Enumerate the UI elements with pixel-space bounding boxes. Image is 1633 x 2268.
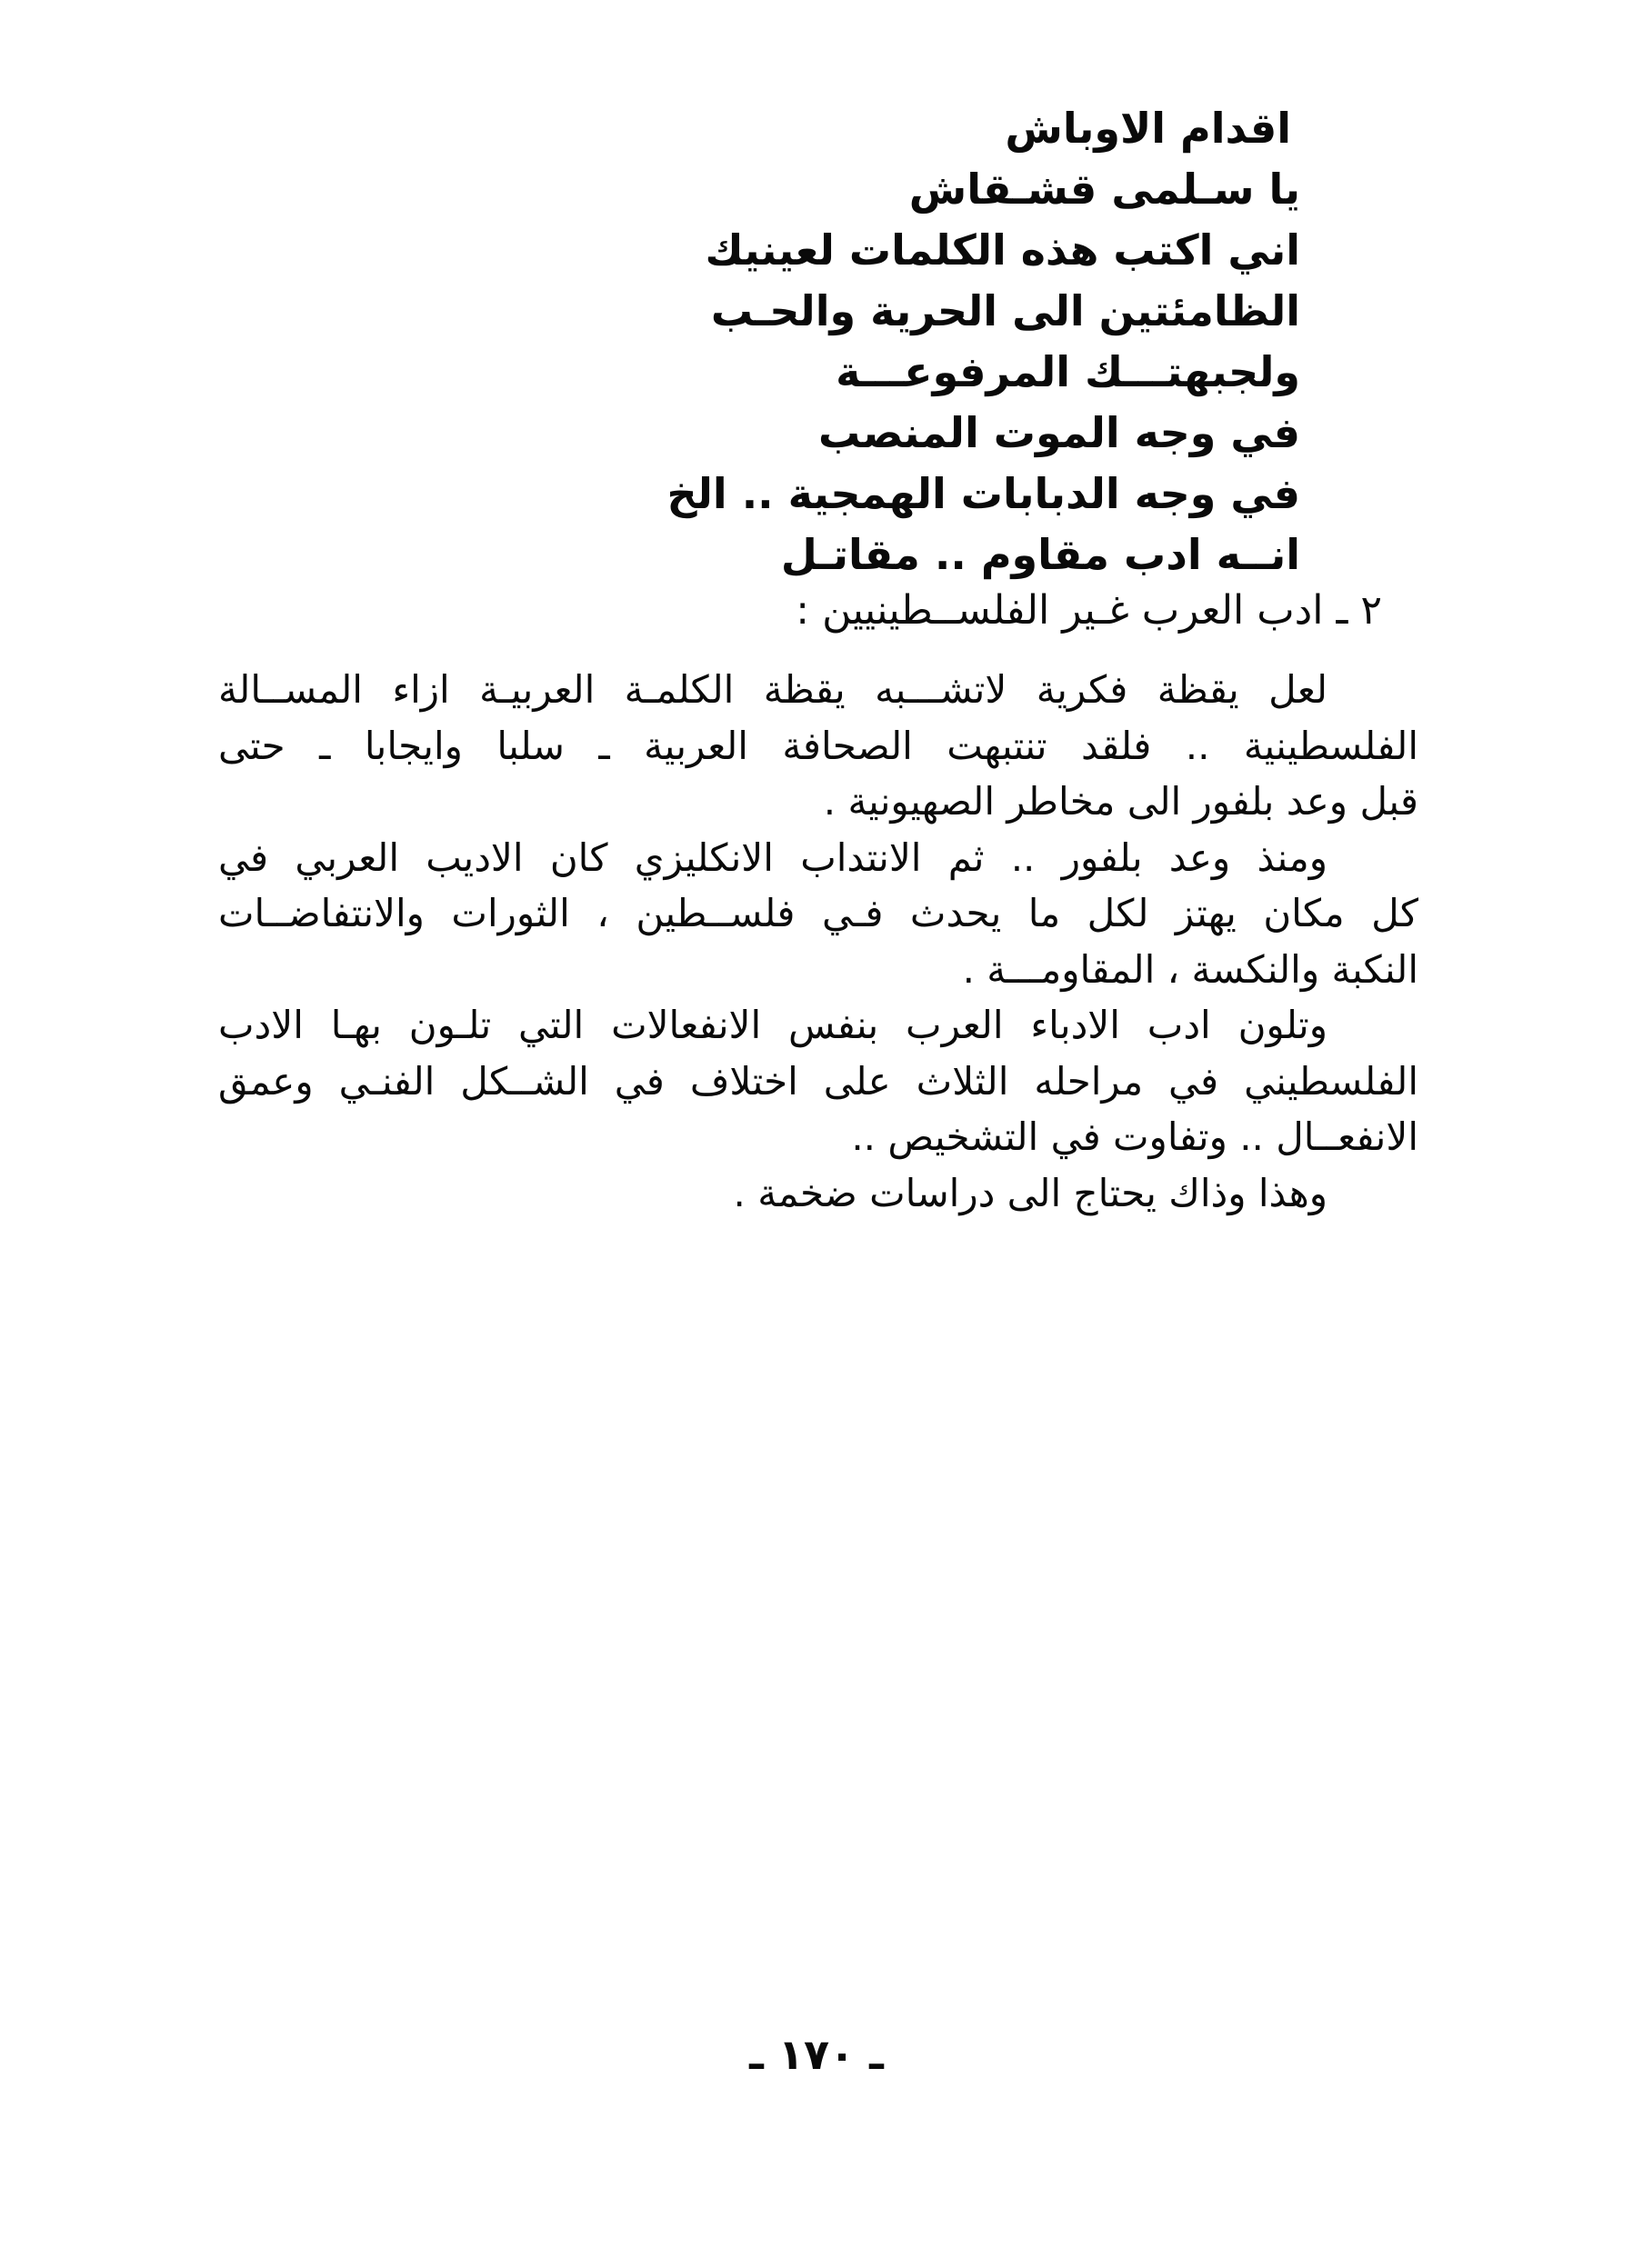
paragraph-line: وهذا وذاك يحتاج الى دراسات ضخمة . xyxy=(733,1170,1327,1215)
paragraph xyxy=(218,997,1418,1165)
poem-line: اني اكتب هذه الكلمات لعينيك xyxy=(705,225,1300,275)
page-number: ـ ١٧٠ ـ xyxy=(749,2030,884,2079)
poem-line: ولجبهتـــك المرفوعـــة xyxy=(836,347,1300,396)
paragraph-line: ومنذ وعد بلفور .. ثم الانتداب الانكليزي كان الاديب العربي في xyxy=(218,834,1327,880)
paragraph-line: الانفعــال .. وتفاوت في التشخيص .. xyxy=(851,1114,1418,1159)
paragraph xyxy=(218,830,1418,998)
paragraph-line: الفلسطينية .. فلقد تنتبهت الصحافة العربية ـ سلبا وايجابا ـ حتى xyxy=(218,723,1418,768)
paragraph-line: وتلون ادب الادباء العرب بنفس الانفعالات التي تلـون بهـا الادب xyxy=(218,1003,1327,1047)
poem-line: الظامئتين الى الحرية والحـب xyxy=(710,286,1300,335)
paragraph-line: قبل وعد بلفور الى مخاطر الصهيونية . xyxy=(823,779,1418,824)
poem-line: في وجه الموت المنصب xyxy=(818,408,1300,457)
paragraph xyxy=(218,1165,1418,1222)
poem-line: اقدام الاوباش xyxy=(1005,104,1291,153)
poem-block xyxy=(636,98,1300,585)
paragraph-line: النكبة والنكسة ، المقاومـــة . xyxy=(962,946,1418,992)
paragraph-line: لعل يقظة فكرية لاتشـــبه يقظة الكلمـة العربيـة ازاء المســالة xyxy=(218,667,1327,712)
section-heading: ٢ ـ ادب العرب غـير الفلســطينيين : xyxy=(796,587,1382,634)
poem-line: يا سـلمى قشـقاش xyxy=(908,165,1300,214)
prose-body xyxy=(218,662,1418,1221)
poem-line: في وجه الدبابات الهمجية .. الخ xyxy=(666,469,1300,518)
paragraph-line: الفلسطيني في مراحله الثلاث على اختلاف في الشــكل الفنـي وعمق xyxy=(218,1058,1418,1104)
poem-line: انــه ادب مقاوم .. مقاتـل xyxy=(780,530,1300,579)
paragraph-line: كل مكان يهتز لكل ما يحدث فـي فلســطين ، الثورات والانتفاضــات xyxy=(218,891,1418,935)
paragraph xyxy=(218,662,1418,830)
